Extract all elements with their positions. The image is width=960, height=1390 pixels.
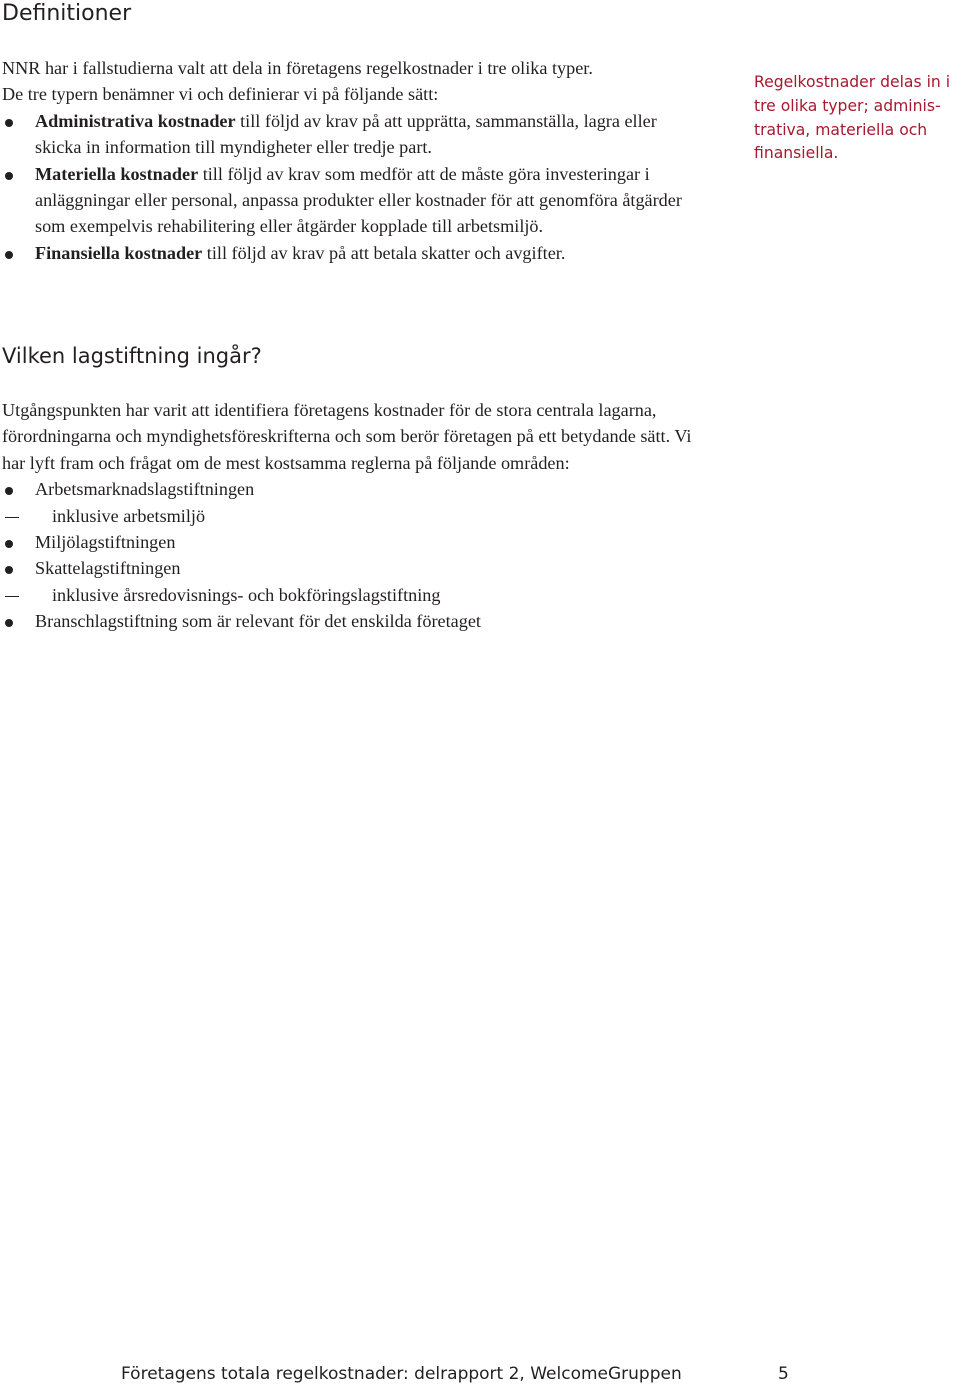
intro-line-2: De tre typern benämner vi och definierar vi på följande sätt:: [2, 84, 439, 105]
legislation-paragraph: Utgångspunkten har varit att identifiera företagens kostnader för de stora centrala lagarna, förordningarna och myndighetsföreskrifterna och som berör företagen på ett betydande sätt. Vi har lyft fram och frågat om de mest kostsamma reglerna på följande områden:: [2, 400, 692, 473]
section-title-lagstiftning: Vilken lagstiftning ingår?: [2, 344, 262, 368]
margin-note-line-3: trativa, materiella och: [754, 120, 928, 139]
definition-material: till följd av krav som medför att de måste göra investeringar i anläggningar eller personal, anpassa produkter eller kostnader för att genomföra åtgärder som exempelvis rehabilitering eller åtgärder kopplade till arbetsmiljö.: [35, 163, 682, 237]
list-item-administrative-costs: [2, 108, 702, 161]
margin-note-line-2: tre olika typer; adminis-: [754, 96, 941, 115]
list-item-environmental-law: Miljölagstiftningen: [2, 529, 702, 555]
definition-section-body: [2, 55, 702, 266]
term-material: Materiella kostnader: [35, 163, 199, 184]
intro-line-1: NNR har i fallstudierna valt att dela in företagens regelkostnader i tre olika typer.: [2, 58, 593, 78]
cost-types-list: [2, 108, 702, 266]
margin-note-line-1: Regelkostnader delas in i: [754, 73, 951, 91]
list-item-tax-law: Skattelagstiftningen: [2, 555, 702, 581]
legislation-section-body: [2, 397, 702, 635]
page-number: 5: [778, 1364, 789, 1384]
section-title-definitioner: Definitioner: [2, 1, 132, 26]
definition-financial: till följd av krav på att betala skatter och avgifter.: [202, 242, 566, 263]
margin-note-line-4: finansiella.: [754, 144, 839, 163]
legislation-areas-list: [2, 476, 702, 634]
list-item-industry-law: Branschlagstiftning som är relevant för det enskilda företaget: [2, 608, 702, 634]
list-item-financial-costs: [2, 240, 702, 266]
term-administrative: Administrativa kostnader: [35, 110, 236, 131]
sub-item-work-environment: inklusive arbetsmiljö: [2, 503, 702, 529]
margin-note: [754, 71, 960, 166]
term-financial: Finansiella kostnader: [35, 242, 203, 263]
sub-item-accounting-law: inklusive årsredovisnings- och bokföringslagstiftning: [2, 582, 702, 608]
list-item-labour-law: Arbetsmarknadslagstiftningen: [2, 476, 702, 502]
list-item-material-costs: [2, 161, 702, 240]
page-footer: Företagens totala regelkostnader: delrapport 2, WelcomeGruppen: [121, 1364, 682, 1384]
definition-administrative: till följd av krav på att upprätta, sammanställa, lagra eller skicka in information till myndigheter eller tredje part.: [35, 110, 657, 158]
